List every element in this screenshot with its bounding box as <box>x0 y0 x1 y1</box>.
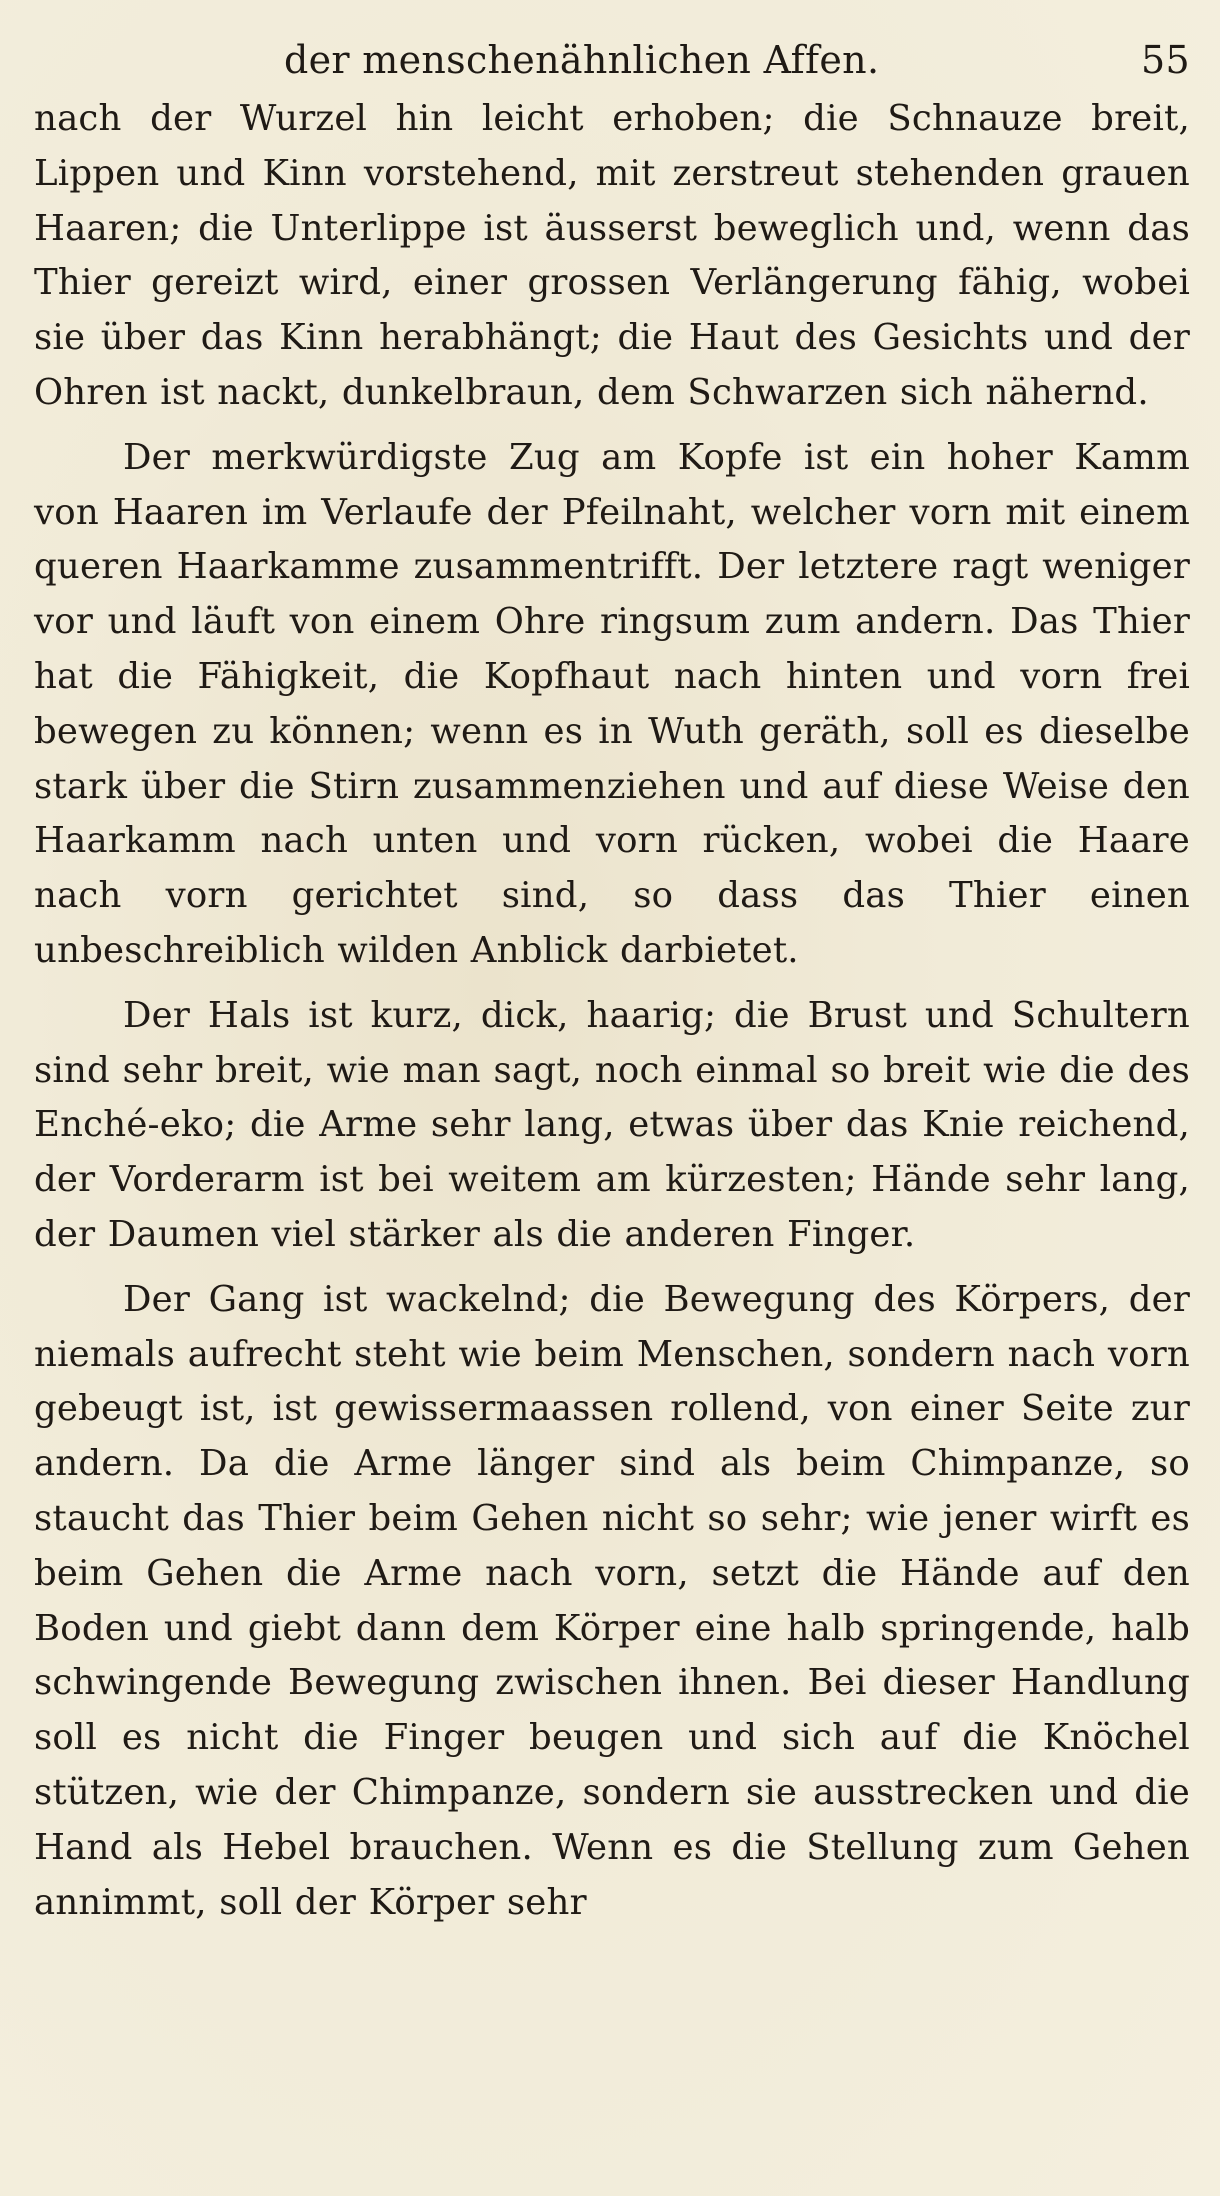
body-text <box>34 92 1190 1930</box>
paragraph-4: Der Gang ist wackelnd; die Bewegung des Körpers, der niemals aufrecht steht wie beim Menschen, sondern nach vorn gebeugt ist, ist gewissermaassen rollend, von einer Seite zur andern. Da die Arme länger sind als beim Chimpanze, so staucht das Thier beim Gehen nicht so sehr; wie jener wirft es beim Gehen die Arme nach vorn, setzt die Hände auf den Boden und giebt dann dem Körper eine halb springende, halb schwingende Bewegung zwischen ihnen. Bei dieser Handlung soll es nicht die Finger beugen und sich auf die Knöchel stützen, wie der Chimpanze, sondern sie ausstrecken und die Hand als Hebel brauchen. Wenn es die Stellung zum Gehen annimmt, soll der Körper sehr <box>34 1278 1190 1923</box>
page-number: 55 <box>1141 38 1190 82</box>
paragraph-1: nach der Wurzel hin leicht erhoben; die Schnauze breit, Lippen und Kinn vorstehend, mit zerstreut stehenden grauen Haaren; die Unterlippe ist äusserst beweglich und, wenn das Thier gereizt wird, einer grossen Verlängerung fähig, wobei sie über das Kinn herabhängt; die Haut des Gesichts und der Ohren ist nackt, dunkelbraun, dem Schwarzen sich nähernd. <box>34 98 1190 413</box>
book-page <box>34 30 1190 1930</box>
paragraph-2: Der merkwürdigste Zug am Kopfe ist ein hoher Kamm von Haaren im Verlaufe der Pfeilnaht, welcher vorn mit einem queren Haarkamme zusammentrifft. Der letztere ragt weniger vor und läuft von einem Ohre ringsum zum andern. Das Thier hat die Fähigkeit, die Kopfhaut nach hinten und vorn frei bewegen zu können; wenn es in Wuth geräth, soll es dieselbe stark über die Stirn zusammenziehen und auf diese Weise den Haarkamm nach unten und vorn rücken, wobei die Haare nach vorn gerichtet sind, so dass das Thier einen unbeschreiblich wilden Anblick darbietet. <box>34 436 1190 971</box>
page-header <box>34 30 1190 92</box>
paragraph-3: Der Hals ist kurz, dick, haarig; die Brust und Schultern sind sehr breit, wie man sagt, noch einmal so breit wie die des Enché-eko; die Arme sehr lang, etwas über das Knie reichend, der Vorderarm ist bei weitem am kürzesten; Hände sehr lang, der Daumen viel stärker als die anderen Finger. <box>34 994 1190 1255</box>
running-title: der menschenähnlichen Affen. <box>284 38 880 82</box>
